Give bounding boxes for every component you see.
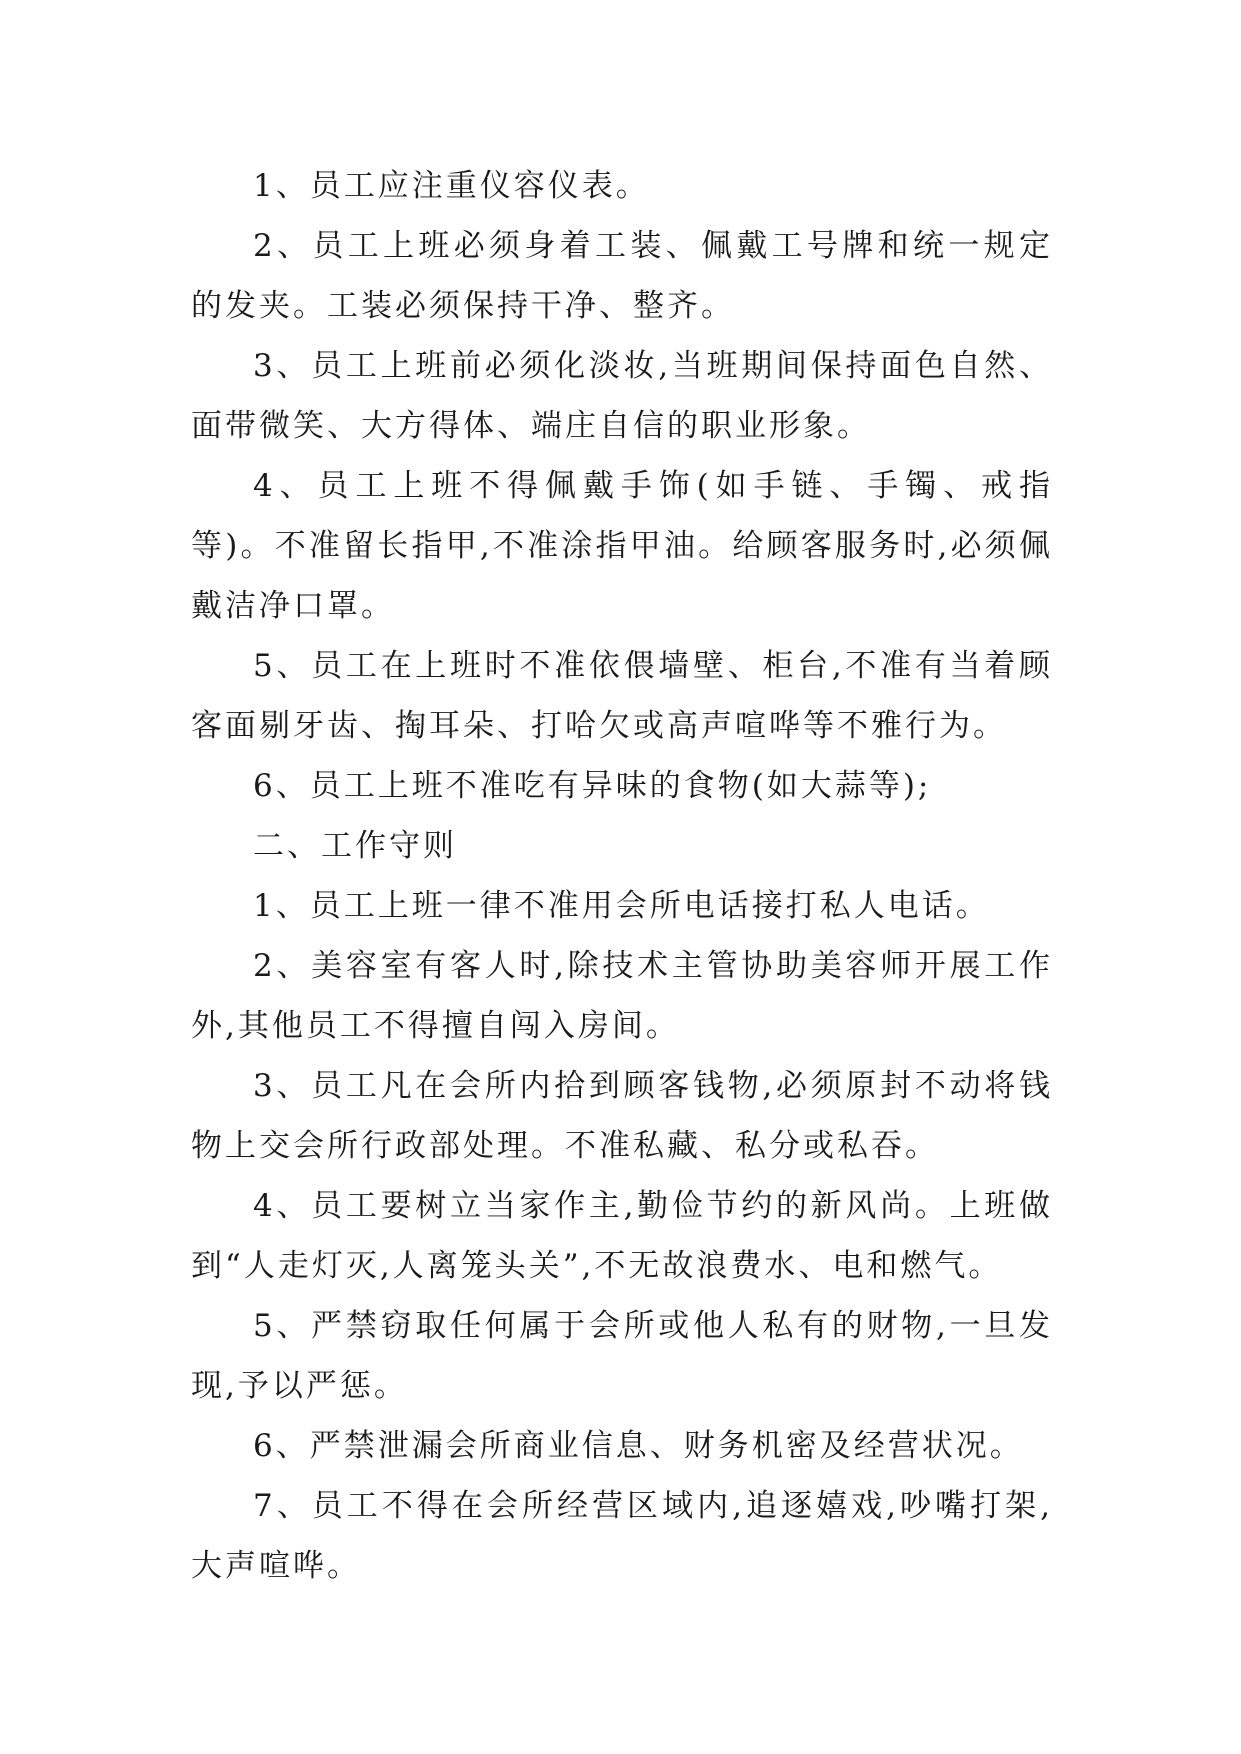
paragraph-accessories: 4、员工上班不得佩戴手饰(如手链、手镯、戒指等)。不准留长指甲,不准涂指甲油。给顾客服务时,必须佩戴洁净口罩。 <box>191 468 1053 624</box>
rule-conservation: 4、员工要树立当家作主,勤俭节约的新风尚。上班做到“人走灯灭,人离笼头关”,不无故浪费水、电和燃气。 <box>191 1188 1053 1284</box>
rule-theft: 5、严禁窃取任何属于会所或他人私有的财物,一旦发现,予以严惩。 <box>191 1308 1053 1404</box>
rule-conduct: 7、员工不得在会所经营区域内,追逐嬉戏,吵嘴打架,大声喧哗。 <box>191 1488 1053 1584</box>
paragraph-uniform: 2、员工上班必须身着工装、佩戴工号牌和统一规定的发夹。工装必须保持干净、整齐。 <box>191 228 1053 324</box>
rule-beauty-room: 2、美容室有客人时,除技术主管协助美容师开展工作外,其他员工不得擅自闯入房间。 <box>191 948 1053 1044</box>
rule-lost-property: 3、员工凡在会所内拾到顾客钱物,必须原封不动将钱物上交会所行政部处理。不准私藏、私分或私吞。 <box>191 1068 1053 1164</box>
paragraph-makeup: 3、员工上班前必须化淡妆,当班期间保持面色自然、面带微笑、大方得体、端庄自信的职业形象。 <box>191 348 1053 444</box>
paragraph-appearance: 1、员工应注重仪容仪表。 <box>253 168 650 204</box>
paragraph-food: 6、员工上班不准吃有异味的食物(如大蒜等); <box>253 768 932 804</box>
document-body <box>191 156 1053 1596</box>
rule-phone: 1、员工上班一律不准用会所电话接打私人电话。 <box>253 888 990 924</box>
paragraph-behavior: 5、员工在上班时不准依偎墙壁、柜台,不准有当着顾客面剔牙齿、掏耳朵、打哈欠或高声喧哗等不雅行为。 <box>191 648 1053 744</box>
rule-confidentiality: 6、严禁泄漏会所商业信息、财务机密及经营状况。 <box>253 1428 1024 1464</box>
section-heading: 二、工作守则 <box>253 828 457 864</box>
